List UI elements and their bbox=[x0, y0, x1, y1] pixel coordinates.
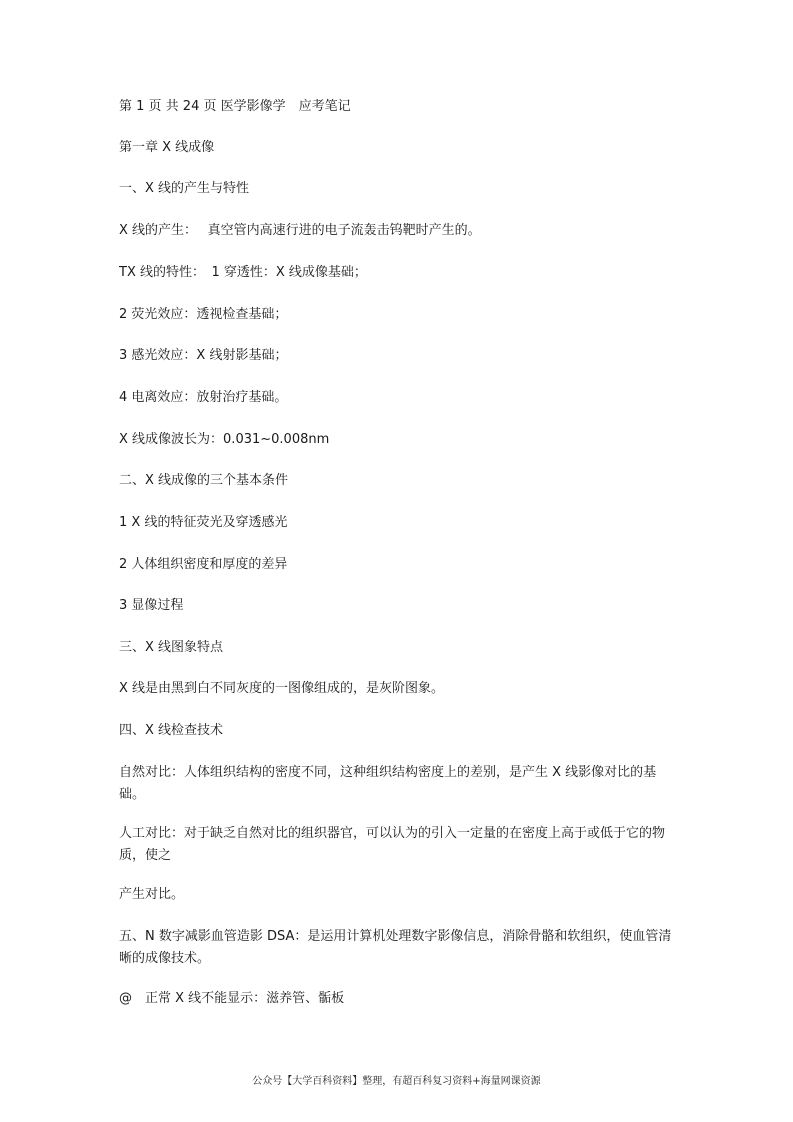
note-line: @ 正常 X 线不能显示：滋养管、骺板 bbox=[119, 991, 345, 1006]
property-fluorescence: 2 荧光效应：透视检查基础； bbox=[119, 307, 288, 322]
dsa-definition: 五、N 数字减影血管造影 DSA：是运用计算机处理数字影像信息，消除骨骼和软组织，使血管清晰的成像技术。 bbox=[119, 929, 672, 966]
page-header: 第 1 页 共 24 页 医学影像学 应考笔记 bbox=[119, 99, 351, 114]
x-ray-production: X 线的产生： 真空管内高速行进的电子流轰击钨靶时产生的。 bbox=[119, 223, 481, 238]
page-footer: 公众号【大学百科资料】整理，有超百科复习资料+海量网课资源 bbox=[252, 1076, 541, 1087]
section-1-title: 一、X 线的产生与特性 bbox=[119, 181, 250, 196]
image-characteristics: X 线是由黑到白不同灰度的一图像组成的，是灰阶图象。 bbox=[119, 681, 445, 696]
artificial-contrast-cont: 产生对比。 bbox=[119, 887, 185, 902]
artificial-contrast: 人工对比：对于缺乏自然对比的组织器官，可以认为的引入一定量的在密度上高于或低于它的物质，使之 bbox=[119, 826, 666, 863]
wavelength: X 线成像波长为：0.031~0.008nm bbox=[119, 432, 330, 447]
property-ionization: 4 电离效应：放射治疗基础。 bbox=[119, 390, 288, 405]
section-4-title: 四、X 线检查技术 bbox=[119, 723, 224, 738]
condition-2: 2 人体组织密度和厚度的差异 bbox=[119, 557, 288, 572]
condition-3: 3 显像过程 bbox=[119, 598, 184, 613]
chapter-title: 第一章 X 线成像 bbox=[119, 140, 215, 155]
section-3-title: 三、X 线图象特点 bbox=[119, 640, 224, 655]
condition-1: 1 X 线的特征荧光及穿透感光 bbox=[119, 515, 288, 530]
natural-contrast: 自然对比：人体组织结构的密度不同，这种组织结构密度上的差别，是产生 X 线影像对比的基础。 bbox=[119, 765, 657, 802]
property-penetration: TX 线的特性： 1 穿透性：X 线成像基础； bbox=[119, 265, 367, 280]
property-photosensitivity: 3 感光效应：X 线射影基础； bbox=[119, 348, 288, 363]
section-2-title: 二、X 线成像的三个基本条件 bbox=[119, 473, 289, 488]
